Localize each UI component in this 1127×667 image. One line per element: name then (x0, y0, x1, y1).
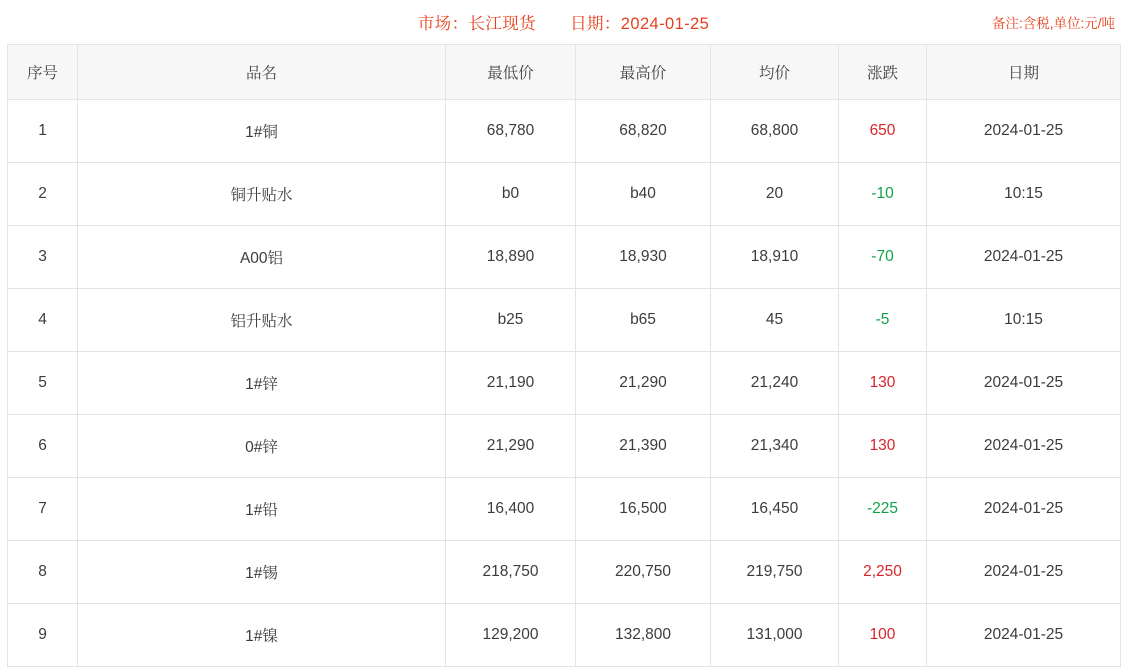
cell-avg: 131,000 (711, 604, 839, 667)
cell-date: 2024-01-25 (927, 352, 1121, 415)
cell-high: 18,930 (576, 226, 711, 289)
column-header-high: 最高价 (576, 45, 711, 100)
cell-name: 1#锡 (78, 541, 446, 604)
table-header-row (8, 45, 1121, 100)
cell-no: 6 (8, 415, 78, 478)
cell-high: 68,820 (576, 100, 711, 163)
cell-no: 4 (8, 289, 78, 352)
cell-change: 650 (839, 100, 927, 163)
cell-name: A00铝 (78, 226, 446, 289)
cell-high: 21,290 (576, 352, 711, 415)
cell-change: 2,250 (839, 541, 927, 604)
cell-low: 16,400 (446, 478, 576, 541)
column-header-low: 最低价 (446, 45, 576, 100)
cell-no: 7 (8, 478, 78, 541)
cell-change: 130 (839, 352, 927, 415)
column-header-no: 序号 (8, 45, 78, 100)
cell-avg: 21,340 (711, 415, 839, 478)
cell-name: 铝升贴水 (78, 289, 446, 352)
cell-avg: 16,450 (711, 478, 839, 541)
market-label: 市场： (417, 15, 469, 33)
cell-name: 1#镍 (78, 604, 446, 667)
cell-date: 2024-01-25 (927, 226, 1121, 289)
cell-date: 2024-01-25 (927, 478, 1121, 541)
column-header-name: 品名 (78, 45, 446, 100)
cell-name: 1#铜 (78, 100, 446, 163)
cell-avg: 21,240 (711, 352, 839, 415)
cell-high: b65 (576, 289, 711, 352)
table-row (8, 352, 1121, 415)
table-row (8, 604, 1121, 667)
table-row (8, 163, 1121, 226)
cell-no: 2 (8, 163, 78, 226)
date-label: 日期： (570, 15, 621, 33)
cell-high: b40 (576, 163, 711, 226)
cell-low: 21,190 (446, 352, 576, 415)
market-info (418, 10, 536, 34)
cell-date: 2024-01-25 (927, 415, 1121, 478)
cell-name: 1#锌 (78, 352, 446, 415)
cell-change: 130 (839, 415, 927, 478)
cell-change: -70 (839, 226, 927, 289)
cell-high: 21,390 (576, 415, 711, 478)
cell-avg: 68,800 (711, 100, 839, 163)
cell-change: -225 (839, 478, 927, 541)
header-note: 备注:含税,单位:元/吨 (991, 16, 1115, 31)
cell-avg: 20 (711, 163, 839, 226)
cell-low: b0 (446, 163, 576, 226)
cell-date: 10:15 (927, 289, 1121, 352)
column-header-date: 日期 (927, 45, 1121, 100)
table-row (8, 415, 1121, 478)
cell-low: 68,780 (446, 100, 576, 163)
column-header-change: 涨跌 (839, 45, 927, 100)
cell-avg: 45 (711, 289, 839, 352)
cell-name: 1#铅 (78, 478, 446, 541)
cell-low: 218,750 (446, 541, 576, 604)
table-row (8, 100, 1121, 163)
cell-no: 9 (8, 604, 78, 667)
page-header (0, 0, 1127, 44)
date-info (570, 10, 709, 34)
table-row (8, 541, 1121, 604)
cell-high: 16,500 (576, 478, 711, 541)
header-title-group (418, 10, 709, 34)
cell-low: 18,890 (446, 226, 576, 289)
cell-low: b25 (446, 289, 576, 352)
table-row (8, 226, 1121, 289)
column-header-avg: 均价 (711, 45, 839, 100)
cell-date: 2024-01-25 (927, 541, 1121, 604)
table-header (8, 45, 1121, 100)
cell-name: 0#锌 (78, 415, 446, 478)
cell-low: 129,200 (446, 604, 576, 667)
table-body (8, 100, 1121, 667)
cell-date: 10:15 (927, 163, 1121, 226)
cell-low: 21,290 (446, 415, 576, 478)
cell-avg: 18,910 (711, 226, 839, 289)
cell-name: 铜升贴水 (78, 163, 446, 226)
cell-high: 220,750 (576, 541, 711, 604)
cell-change: 100 (839, 604, 927, 667)
market-value: 长江现货 (468, 15, 537, 33)
cell-change: -10 (839, 163, 927, 226)
price-table (7, 44, 1121, 667)
cell-date: 2024-01-25 (927, 604, 1121, 667)
cell-change: -5 (839, 289, 927, 352)
cell-avg: 219,750 (711, 541, 839, 604)
cell-no: 1 (8, 100, 78, 163)
cell-no: 8 (8, 541, 78, 604)
cell-no: 3 (8, 226, 78, 289)
cell-no: 5 (8, 352, 78, 415)
cell-high: 132,800 (576, 604, 711, 667)
table-row (8, 289, 1121, 352)
table-row (8, 478, 1121, 541)
cell-date: 2024-01-25 (927, 100, 1121, 163)
date-value: 2024-01-25 (620, 15, 710, 33)
